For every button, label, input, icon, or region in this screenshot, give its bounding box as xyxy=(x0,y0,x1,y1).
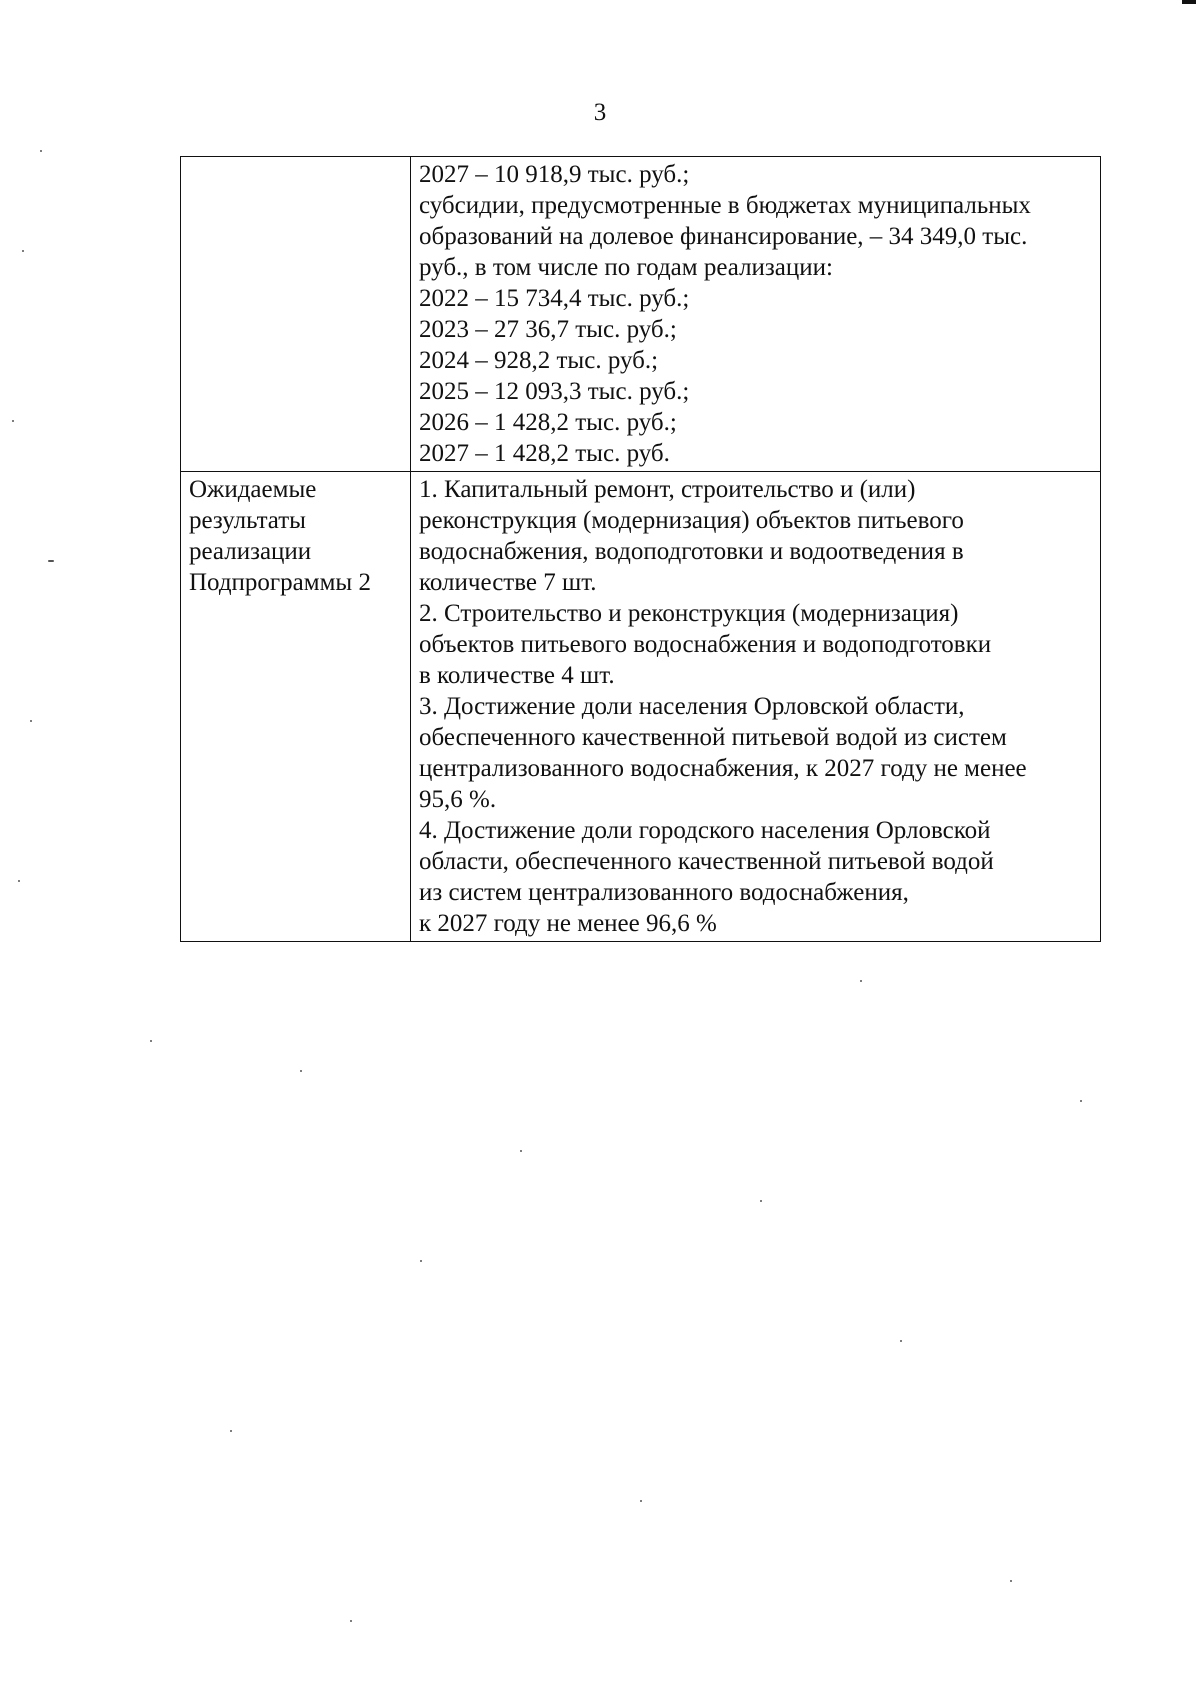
row-results-content-cell xyxy=(411,472,1101,942)
table-row-expected-results xyxy=(181,472,1101,942)
scan-speck xyxy=(640,1500,642,1502)
scan-speck xyxy=(48,560,54,562)
financing-line: 2026 – 1 428,2 тыс. руб.; xyxy=(419,409,677,436)
scan-speck xyxy=(1080,1100,1082,1102)
financing-line: 2027 – 10 918,9 тыс. руб.; xyxy=(419,161,690,188)
result-line: области, обеспеченного качественной питьевой водой xyxy=(419,848,994,875)
results-label-line: результаты xyxy=(189,507,306,534)
results-label-line: Ожидаемые xyxy=(189,476,317,503)
program-table xyxy=(180,156,1101,942)
scan-speck xyxy=(760,1200,762,1202)
scan-corner-mark xyxy=(1182,0,1196,4)
result-line: централизованного водоснабжения, к 2027 году не менее xyxy=(419,755,1027,782)
scan-speck xyxy=(300,1070,302,1072)
result-line: к 2027 году не менее 96,6 % xyxy=(419,910,717,937)
result-line: 3. Достижение доли населения Орловской области, xyxy=(419,693,965,720)
financing-line: руб., в том числе по годам реализации: xyxy=(419,254,833,281)
table-row-financing xyxy=(181,157,1101,472)
result-line: 2. Строительство и реконструкция (модернизация) xyxy=(419,600,959,627)
result-line: реконструкция (модернизация) объектов питьевого xyxy=(419,507,964,534)
page-number: 3 xyxy=(593,99,607,126)
financing-line: 2022 – 15 734,4 тыс. руб.; xyxy=(419,285,690,312)
row-financing-label-cell xyxy=(181,157,411,472)
financing-line: субсидии, предусмотренные в бюджетах муниципальных xyxy=(419,192,1031,219)
scan-speck xyxy=(860,980,862,982)
scan-speck xyxy=(520,1150,522,1152)
results-label-line: реализации xyxy=(189,538,312,565)
scan-speck xyxy=(150,1040,152,1042)
financing-line: 2023 – 27 36,7 тыс. руб.; xyxy=(419,316,677,343)
result-line: количестве 7 шт. xyxy=(419,569,597,596)
scan-speck xyxy=(350,1620,352,1622)
scan-speck xyxy=(40,150,42,152)
result-line: 95,6 %. xyxy=(419,786,497,813)
scan-speck xyxy=(30,720,32,722)
scan-speck xyxy=(420,1260,422,1262)
scan-speck xyxy=(22,250,24,252)
scan-speck xyxy=(18,880,20,882)
result-line: водоснабжения, водоподготовки и водоотведения в xyxy=(419,538,964,565)
row-results-label-cell xyxy=(181,472,411,942)
financing-line: 2024 – 928,2 тыс. руб.; xyxy=(419,347,659,374)
scan-speck xyxy=(12,420,14,422)
result-line: 1. Капитальный ремонт, строительство и (или) xyxy=(419,476,916,503)
financing-line: образований на долевое финансирование, – 34 349,0 тыс. xyxy=(419,223,1028,250)
financing-line: 2025 – 12 093,3 тыс. руб.; xyxy=(419,378,690,405)
scan-speck xyxy=(230,1430,232,1432)
result-line: из систем централизованного водоснабжения, xyxy=(419,879,909,906)
financing-line: 2027 – 1 428,2 тыс. руб. xyxy=(419,440,670,467)
results-label-line: Подпрограммы 2 xyxy=(189,569,371,596)
scan-speck xyxy=(900,1340,902,1342)
result-line: обеспеченного качественной питьевой водой из систем xyxy=(419,724,1007,751)
result-line: объектов питьевого водоснабжения и водоподготовки xyxy=(419,631,992,658)
result-line: в количестве 4 шт. xyxy=(419,662,615,689)
result-line: 4. Достижение доли городского населения Орловской xyxy=(419,817,991,844)
row-financing-content-cell xyxy=(411,157,1101,472)
scan-speck xyxy=(1010,1580,1012,1582)
